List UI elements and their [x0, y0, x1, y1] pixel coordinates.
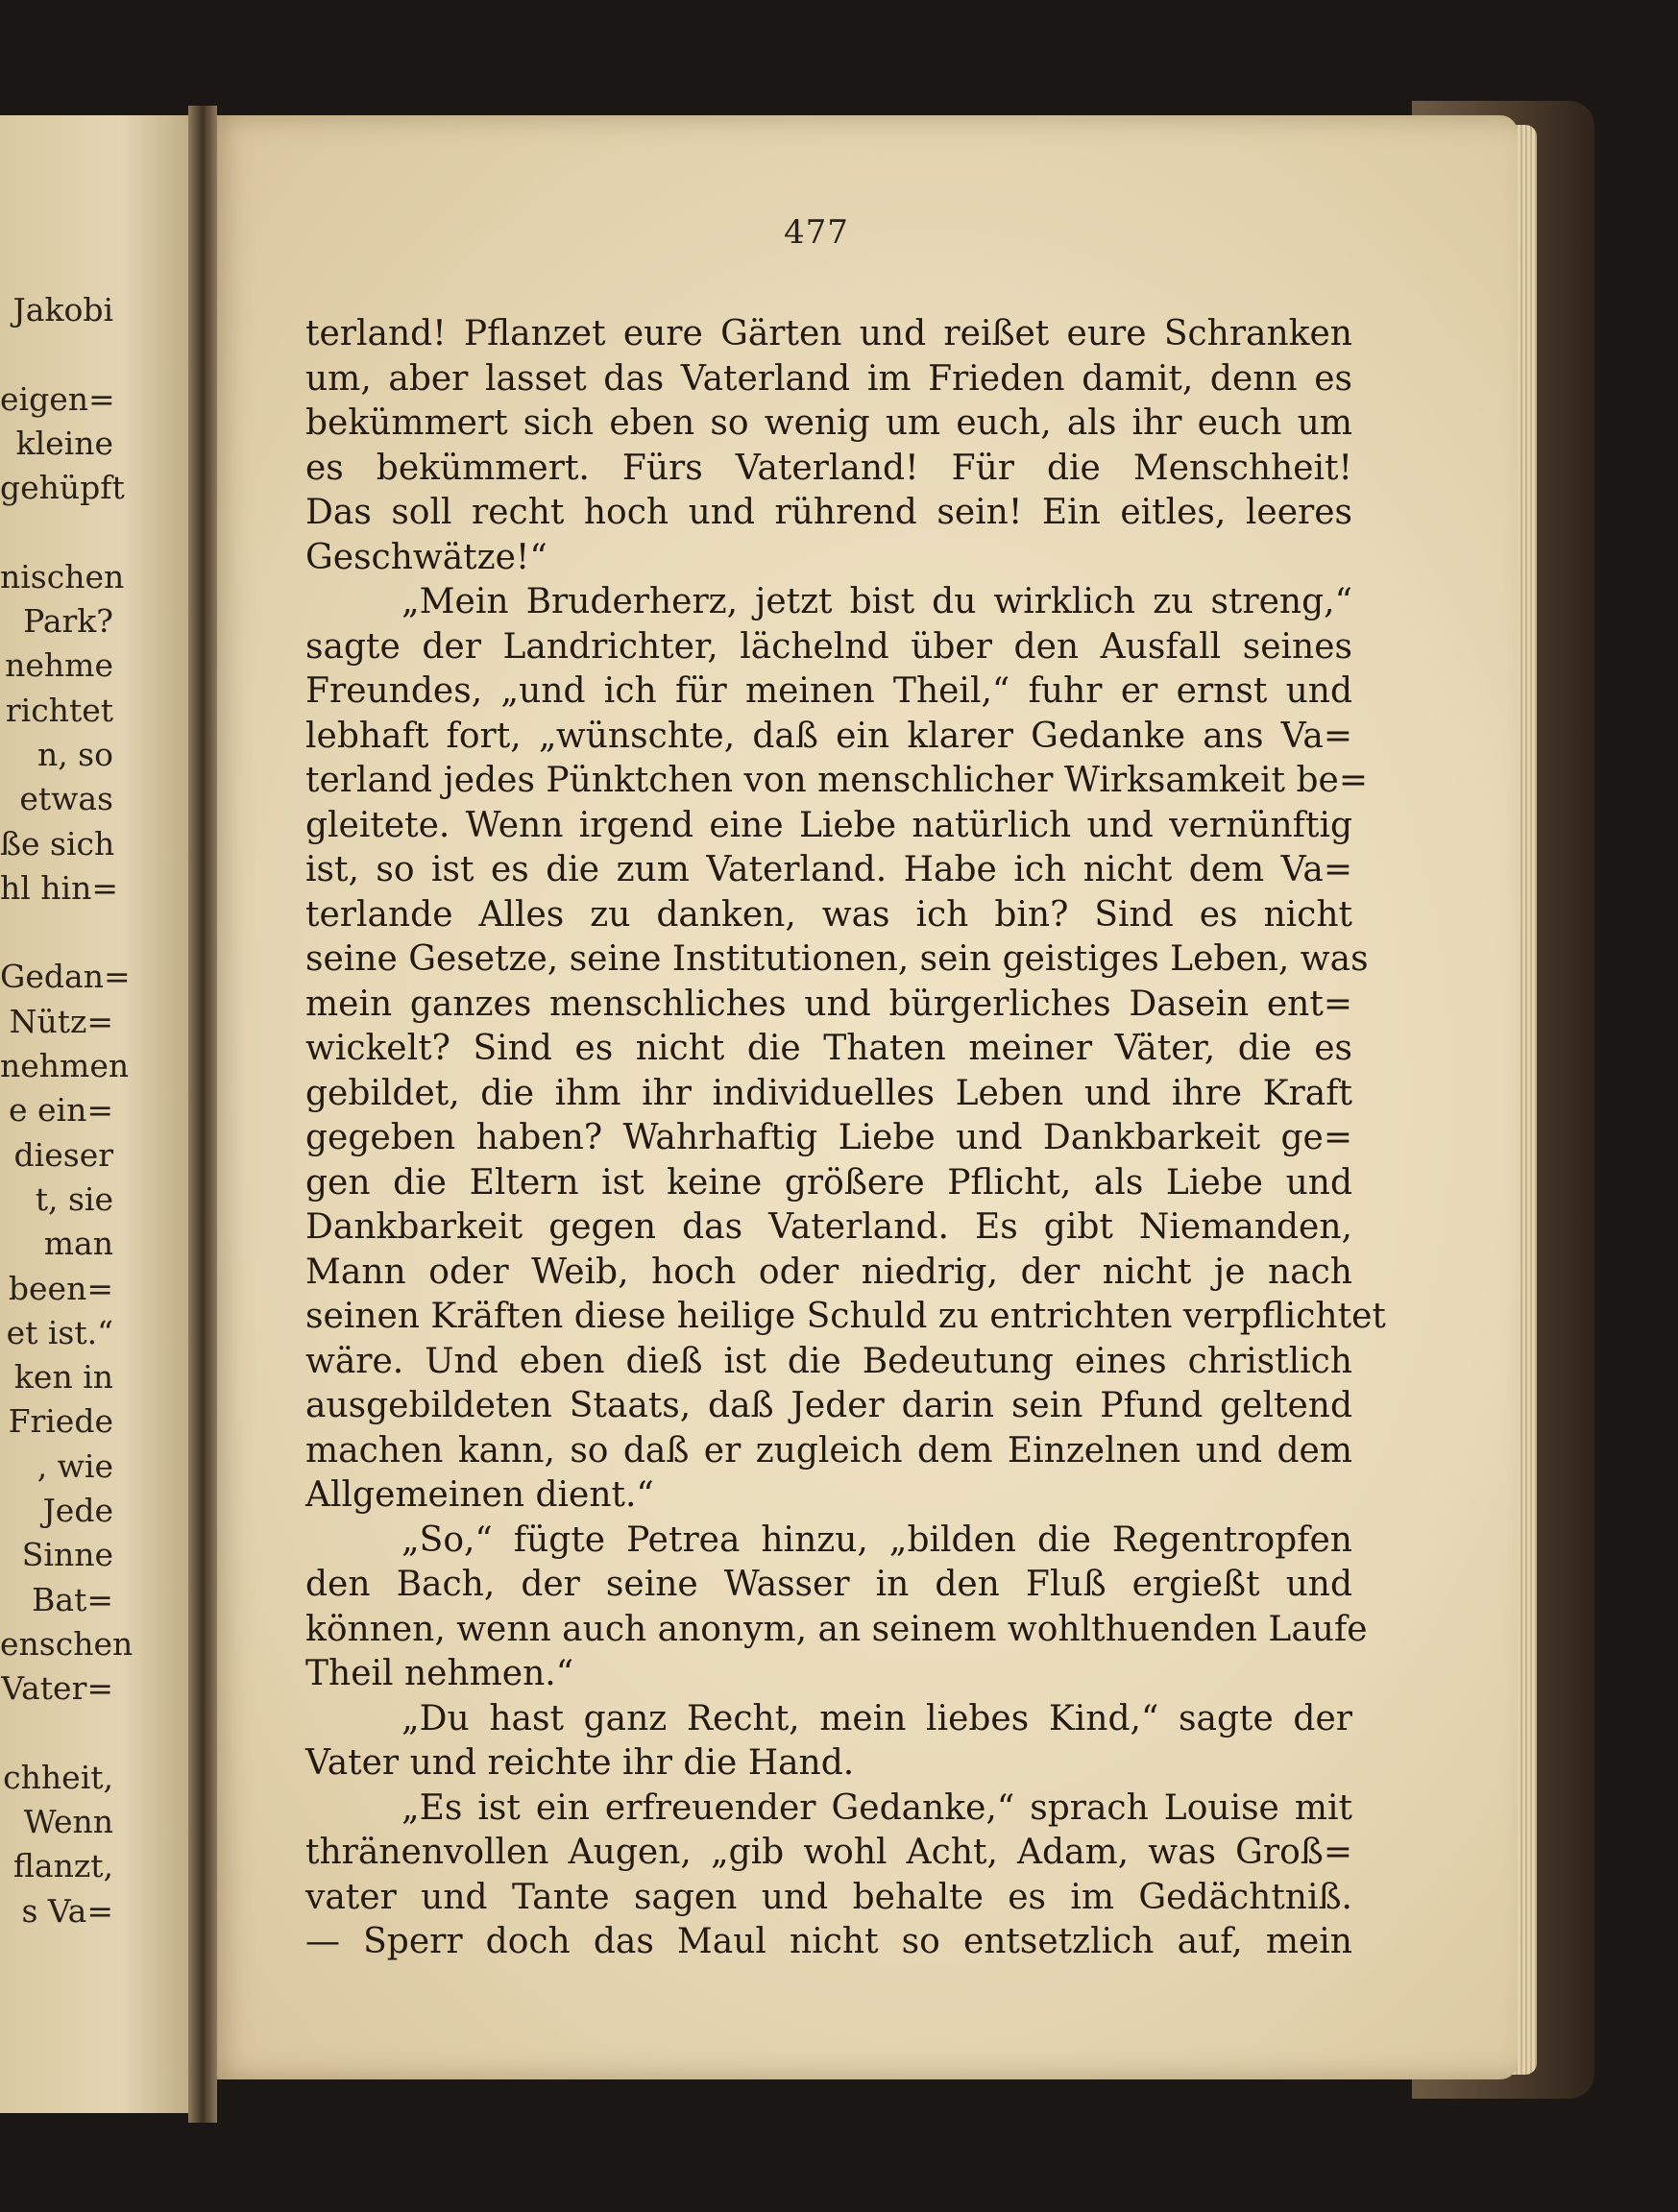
text-line: Allgemeinen dient.“	[305, 1475, 654, 1515]
text-line: „Mein Bruderherz, jetzt bist du wirklich zu streng,“	[401, 582, 1352, 621]
left-page-line	[0, 911, 113, 955]
page-number: 477	[784, 213, 849, 252]
text-line: Vater und reichte ihr die Hand.	[305, 1743, 855, 1783]
text-line: können, wenn auch anonym, an seinem wohlthuenden Laufe	[305, 1609, 1368, 1649]
left-page-line: Jakobi	[12, 291, 113, 328]
left-page-line: Sinne	[21, 1536, 113, 1574]
left-page-line: hl hin=	[0, 868, 119, 907]
text-line: — Sperr doch das Maul nicht so entsetzlich auf, mein	[305, 1922, 1352, 1961]
left-page-line: , wie	[36, 1446, 113, 1485]
left-page-line: Wenn	[23, 1803, 113, 1841]
left-page-line: s Va=	[21, 1891, 113, 1930]
text-line: bekümmert sich eben so wenig um euch, als ihr euch um	[305, 403, 1352, 443]
book-gutter	[188, 106, 217, 2123]
left-page-line	[0, 1712, 113, 1756]
left-page-line	[0, 510, 113, 554]
left-page-line: Gedan=	[0, 958, 131, 996]
text-line: gebildet, die ihm ihr individuelles Leben und ihre Kraft	[305, 1073, 1352, 1113]
text-line: es bekümmert. Fürs Vaterland! Für die Menschheit!	[305, 448, 1352, 488]
text-line: Theil nehmen.“	[305, 1654, 574, 1693]
left-page-line: Vater=	[1, 1669, 113, 1708]
left-page-line: ken in	[13, 1358, 113, 1397]
left-page-line: been=	[8, 1269, 113, 1307]
left-page-line: kleine	[15, 424, 113, 462]
left-page-line: Park?	[23, 602, 113, 641]
text-line: thränenvollen Augen, „gib wohl Acht, Adam, was Groß=	[305, 1833, 1352, 1872]
left-page-line: nischen	[0, 557, 125, 596]
text-line: vater und Tante sagen und behalte es im Gedächtniß.	[305, 1877, 1352, 1917]
left-page-line: nehmen	[0, 1047, 130, 1085]
left-page-line: etwas	[19, 780, 113, 818]
text-line: sagte der Landrichter, lächelnd über den Ausfall seines	[305, 626, 1352, 667]
left-page-line: enschen	[0, 1624, 134, 1663]
text-line: „Es ist ein erfreuender Gedanke,“ sprach Louise mit	[401, 1787, 1352, 1828]
text-line: Dankbarkeit gegen das Vaterland. Es gibt Niemanden,	[305, 1207, 1352, 1247]
text-line: Das soll recht hoch und rührend sein! Ein eitles, leeres	[305, 493, 1352, 532]
left-page-line: ße sich	[0, 824, 115, 863]
left-page-line: n, so	[36, 735, 113, 773]
body-text	[305, 312, 1386, 1965]
left-page-line: e ein=	[8, 1091, 113, 1130]
text-line: wäre. Und eben dieß ist die Bedeutung eines christlich	[305, 1341, 1352, 1381]
text-line: den Bach, der seine Wasser in den Fluß ergießt und	[305, 1565, 1352, 1604]
text-line: um, aber lasset das Vaterland im Frieden damit, denn es	[305, 358, 1352, 399]
text-line: wickelt? Sind es nicht die Thaten meiner Väter, die es	[305, 1029, 1352, 1068]
text-line: terlande Alles zu danken, was ich bin? Sind es nicht	[305, 894, 1352, 935]
left-page-line: man	[43, 1225, 113, 1263]
left-page-line: et ist.“	[6, 1313, 113, 1351]
text-line: „Du hast ganz Recht, mein liebes Kind,“ sagte der	[401, 1698, 1352, 1738]
text-line: Mann oder Weib, hoch oder niedrig, der nicht je nach	[305, 1252, 1352, 1292]
text-line: gegeben haben? Wahrhaftig Liebe und Dankbarkeit ge=	[305, 1118, 1352, 1157]
left-page-line	[0, 332, 113, 377]
text-line: terland jedes Pünktchen von menschlicher Wirksamkeit be=	[305, 761, 1368, 800]
text-line: seine Gesetze, seine Institutionen, sein geistiges Leben, was	[305, 939, 1369, 979]
text-line: ausgebildeten Staats, daß Jeder darin sein Pfund geltend	[305, 1386, 1352, 1425]
text-line: ist, so ist es die zum Vaterland. Habe ich nicht dem Va=	[305, 850, 1352, 889]
left-page-line: flanzt,	[12, 1847, 113, 1885]
left-page-text	[0, 288, 134, 1933]
text-line: lebhaft fort, „wünschte, daß ein klarer Gedanke ans Va=	[305, 716, 1352, 756]
text-line: machen kann, so daß er zugleich dem Einzelnen und dem	[305, 1430, 1352, 1471]
text-line: Freundes, „und ich für meinen Theil,“ fuhr er ernst und	[305, 671, 1352, 711]
text-line: „So,“ fügte Petrea hinzu, „bilden die Regentropfen	[401, 1519, 1352, 1560]
left-page-line: Bat=	[32, 1580, 113, 1618]
left-page-line: Jede	[42, 1492, 113, 1530]
text-line: seinen Kräften diese heilige Schuld zu entrichten verpflichtet	[305, 1297, 1386, 1336]
text-line: mein ganzes menschliches und bürgerliches Dasein ent=	[305, 984, 1352, 1024]
left-page-line: t, sie	[35, 1179, 113, 1218]
text-line: gen die Eltern ist keine größere Pflicht, als Liebe und	[305, 1162, 1352, 1203]
text-line: gleitete. Wenn irgend eine Liebe natürlich und vernünftig	[305, 805, 1352, 845]
text-line: Geschwätze!“	[305, 537, 547, 577]
left-page-line: eigen=	[0, 379, 115, 418]
left-page-line: chheit,	[3, 1758, 113, 1796]
left-page-line: dieser	[13, 1135, 113, 1174]
left-page-line: richtet	[5, 691, 113, 729]
left-page-line: Nütz=	[9, 1002, 113, 1040]
left-page-line: nehme	[5, 646, 113, 685]
text-line: terland! Pflanzet eure Gärten und reißet eure Schranken	[305, 314, 1352, 353]
left-page-line: gehüpft	[0, 469, 125, 507]
left-page-line: Friede	[8, 1402, 113, 1441]
